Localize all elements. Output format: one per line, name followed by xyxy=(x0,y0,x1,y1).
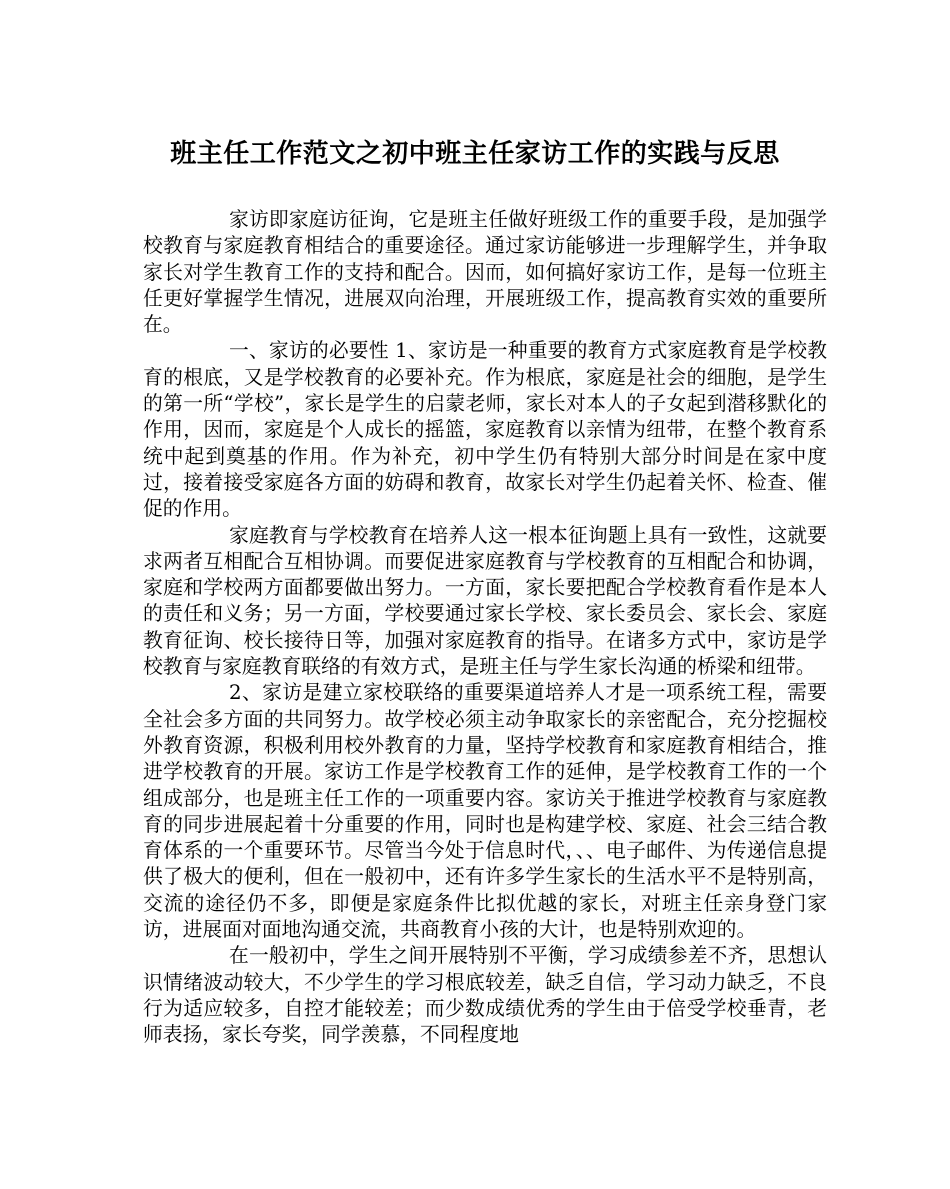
paragraph: 一、家访的必要性 1、家访是一种重要的教育方式家庭教育是学校教育的根底，又是学校教育的必要补充。作为根底，家庭是社会的细胞，是学生的第一所“学校”，家长是学生的启蒙老师，家长对本人的子女起到潜移默化的作用，因而，家庭是个人成长的摇篮，家庭教育以亲情为纽带，在整个教育系统中起到奠基的作用。作为补充，初中学生仍有特别大部分时间是在家中度过，接着接受家庭各方面的妨碍和教育，故家长对学生仍起着关怀、检查、催促的作用。 xyxy=(143,339,827,521)
paragraph: 在一般初中，学生之间开展特别不平衡，学习成绩参差不齐，思想认识情绪波动较大，不少学生的学习根底较差，缺乏自信，学习动力缺乏，不良行为适应较多，自控才能较差；而少数成绩优秀的学生由于倍受学校垂青，老师表扬，家长夸奖，同学羡慕，不同程度地 xyxy=(143,944,827,1047)
paragraph: 家访即家庭访征询，它是班主任做好班级工作的重要手段，是加强学校教育与家庭教育相结合的重要途径。通过家访能够进一步理解学生，并争取家长对学生教育工作的支持和配合。因而，如何搞好家访工作，是每一位班主任更好掌握学生情况，进展双向治理，开展班级工作，提高教育实效的重要所在。 xyxy=(143,208,827,337)
paragraph: 2、家访是建立家校联络的重要渠道培养人才是一项系统工程，需要全社会多方面的共同努力。故学校必须主动争取家长的亲密配合，充分挖掘校外教育资源，积极利用校外教育的力量，坚持学校教育和家庭教育相结合，推进学校教育的开展。家访工作是学校教育工作的延伸，是学校教育工作的一个组成部分，也是班主任工作的一项重要内容。家访关于推进学校教育与家庭教育的同步进展起着十分重要的作用，同时也是构建学校、家庭、社会三结合教育体系的一个重要环节。尽管当今处于信息时代，、、电子邮件、为传递信息提供了极大的便利，但在一般初中，还有许多学生家长的生活水平不是特别高，交流的途径仍不多，即便是家庭条件比拟优越的家长，对班主任亲身登门家访，进展面对面地沟通交流，共商教育小孩的大计，也是特别欢迎的。 xyxy=(143,681,827,942)
paragraph: 家庭教育与学校教育在培养人这一根本征询题上具有一致性，这就要求两者互相配合互相协调。而要促进家庭教育与学校教育的互相配合和协调，家庭和学校两方面都要做出努力。一方面，家长要把配合学校教育看作是本人的责任和义务；另一方面，学校要通过家长学校、家长委员会、家长会、家庭教育征询、校长接待日等，加强对家庭教育的指导。在诸多方式中，家访是学校教育与家庭教育联络的有效方式，是班主任与学生家长沟通的桥梁和纽带。 xyxy=(143,523,827,679)
document-body xyxy=(143,207,827,1049)
document-title: 班主任工作范文之初中班主任家访工作的实践与反思 xyxy=(170,139,780,169)
